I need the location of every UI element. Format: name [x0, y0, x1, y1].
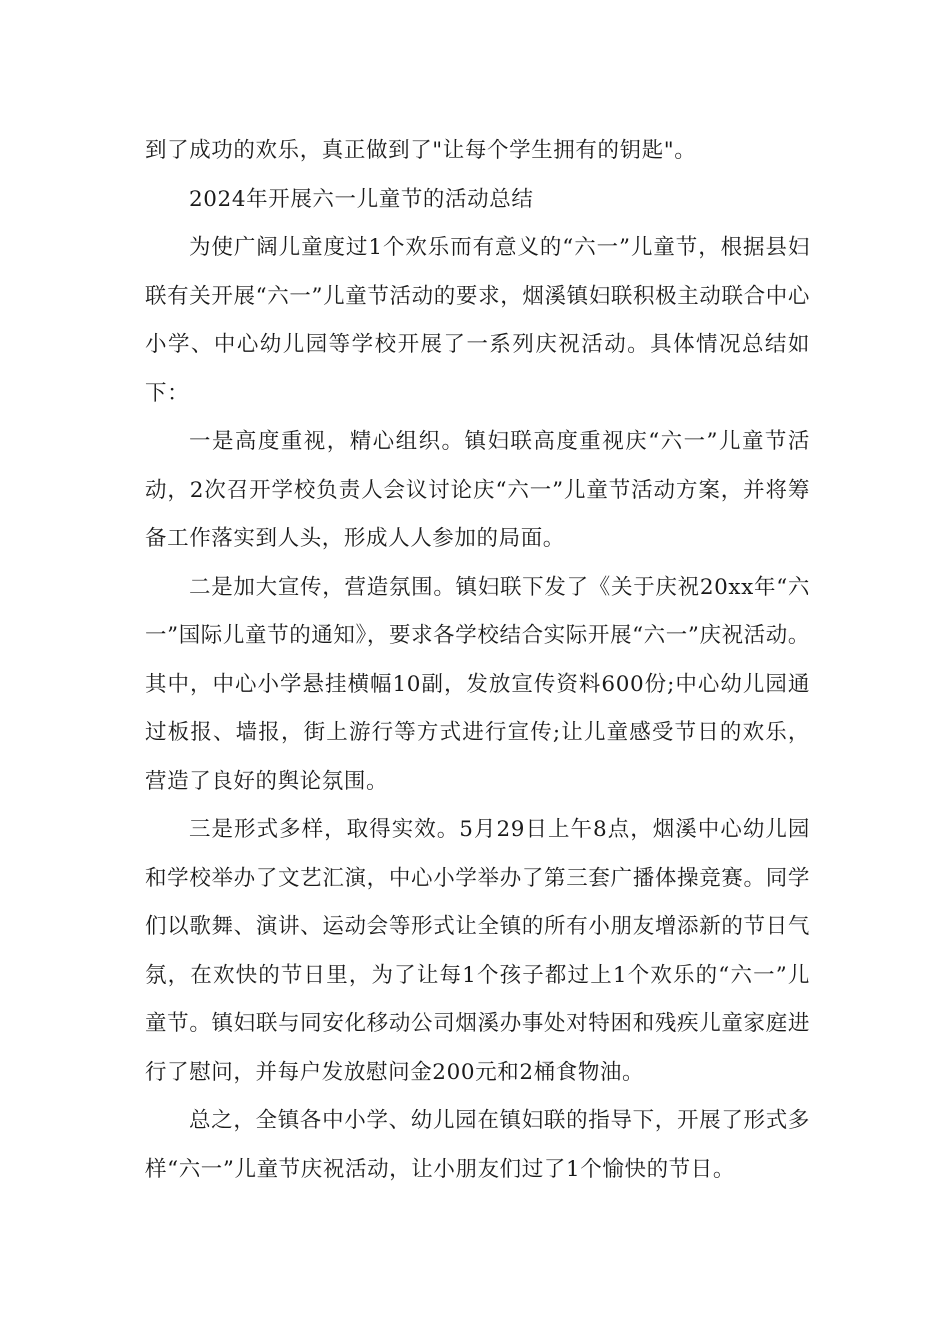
paragraph-conclusion: 总之，全镇各中小学、幼儿园在镇妇联的指导下，开展了形式多样“六一”儿童节庆祝活动，让小朋友们过了1个愉快的节日。	[145, 1108, 810, 1182]
paragraph-intro: 为使广阔儿童度过1个欢乐而有意义的“六一”儿童节，根据县妇联有关开展“六一”儿童节活动的要求，烟溪镇妇联积极主动联合中心小学、中心幼儿园等学校开展了一系列庆祝活动。具体情况总结如下：	[145, 235, 810, 406]
paragraph-point-one: 一是高度重视，精心组织。镇妇联高度重视庆“六一”儿童节活动，2次召开学校负责人会议讨论庆“六一”儿童节活动方案，并将筹备工作落实到人头，形成人人参加的局面。	[145, 429, 810, 551]
paragraph-continuation: 到了成功的欢乐，真正做到了"让每个学生拥有的钥匙"。	[145, 138, 697, 163]
paragraph-point-three: 三是形式多样，取得实效。5月29日上午8点，烟溪中心幼儿园和学校举办了文艺汇演，中心小学举办了第三套广播体操竞赛。同学们以歌舞、演讲、运动会等形式让全镇的所有小朋友增添新的节日气氛，在欢快的节日里，为了让每1个孩子都过上1个欢乐的“六一”儿童节。镇妇联与同安化移动公司烟溪办事处对特困和残疾儿童家庭进行了慰问，并每户发放慰问金200元和2桶食物油。	[145, 817, 810, 1085]
paragraph-point-two: 二是加大宣传，营造氛围。镇妇联下发了《关于庆祝20xx年“六一”国际儿童节的通知》，要求各学校结合实际开展“六一”庆祝活动。其中，中心小学悬挂横幅10副，发放宣传资料600份;中心幼儿园通过板报、墙报，街上游行等方式进行宣传;让儿童感受节日的欢乐，营造了良好的舆论氛围。	[145, 574, 810, 794]
section-title: 2024年开展六一儿童节的活动总结	[189, 186, 534, 212]
document-body	[145, 127, 810, 1194]
